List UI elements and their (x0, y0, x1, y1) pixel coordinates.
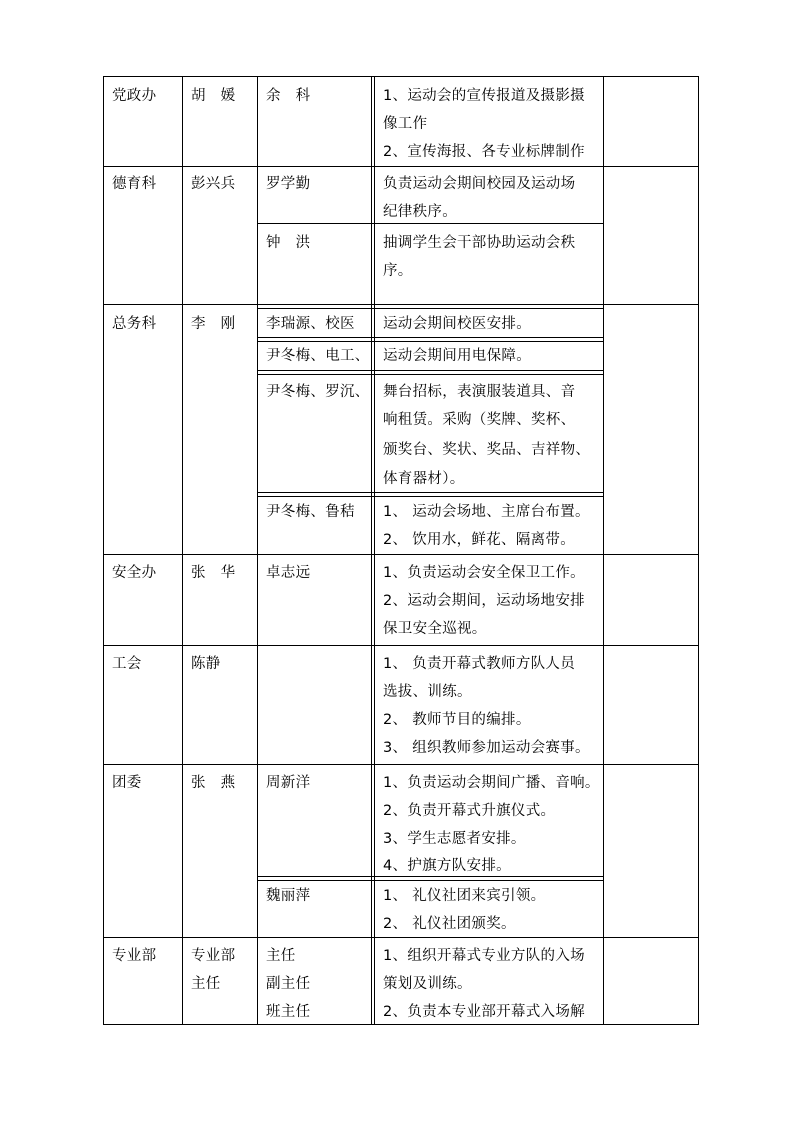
staff-cell: 班主任 (266, 1004, 311, 1020)
staff-cell: 李瑞源、校医 (266, 316, 355, 332)
department-cell: 德育科 (112, 176, 157, 192)
department-cell: 工会 (112, 656, 142, 672)
department-cell: 党政办 (112, 88, 157, 104)
staff-cell: 周新洋 (266, 775, 311, 791)
table-border-right (698, 76, 699, 1025)
leader-cell: 彭兴兵 (191, 176, 236, 192)
duty-line: 1、负责运动会安全保卫工作。 (383, 565, 585, 581)
duty-line: 1、组织开幕式专业方队的入场 (383, 948, 585, 964)
staff-cell: 余 科 (266, 88, 311, 104)
column-divider-notes (603, 76, 604, 1025)
department-cell: 专业部 (112, 948, 157, 964)
duty-line: 运动会期间校医安排。 (383, 316, 531, 332)
duty-line: 2、 饮用水，鲜花、隔离带。 (383, 532, 576, 548)
duty-line: 颁奖台、奖状、奖品、吉祥物、 (383, 442, 591, 458)
duty-line: 纪律秩序。 (383, 204, 457, 220)
duty-line: 2、 礼仪社团颁奖。 (383, 916, 516, 932)
staff-cell: 卓志远 (266, 565, 311, 581)
staff-cell: 主任 (266, 948, 296, 964)
duty-line: 4、护旗方队安排。 (383, 858, 511, 874)
duty-line: 序。 (383, 263, 413, 279)
leader-cell: 专业部 (191, 948, 236, 964)
sub-row-divider (257, 374, 604, 375)
duty-line: 保卫安全巡视。 (383, 621, 487, 637)
table-border-top (103, 76, 699, 77)
leader-cell: 张 燕 (191, 775, 236, 791)
staff-cell: 尹冬梅、电工、 (266, 348, 370, 364)
duty-line: 1、负责运动会期间广播、音响。 (383, 775, 600, 791)
duty-line: 2、 教师节目的编排。 (383, 712, 531, 728)
staff-cell: 副主任 (266, 976, 311, 992)
duty-line: 2、负责开幕式升旗仪式。 (383, 803, 556, 819)
duty-line: 1、 负责开幕式教师方队人员 (383, 656, 576, 672)
leader-cell: 张 华 (191, 565, 236, 581)
leader-cell: 胡 媛 (191, 88, 236, 104)
column-divider-leader (257, 76, 258, 1025)
duty-line: 运动会期间用电保障。 (383, 348, 531, 364)
duty-line: 选拔、训练。 (383, 684, 472, 700)
column-divider-department (182, 76, 183, 1025)
leader-cell: 陈静 (191, 656, 221, 672)
duty-line: 负责运动会期间校园及运动场 (383, 176, 576, 192)
staff-cell: 尹冬梅、鲁秸 (266, 504, 355, 520)
duty-line: 抽调学生会干部协助运动会秩 (383, 235, 576, 251)
leader-cell: 李 刚 (191, 316, 236, 332)
duty-line: 1、 礼仪社团来宾引领。 (383, 888, 546, 904)
row-divider (103, 764, 699, 765)
duty-line: 3、学生志愿者安排。 (383, 831, 526, 847)
row-divider (103, 304, 699, 305)
duty-line: 1、 运动会场地、主席台布置。 (383, 504, 590, 520)
leader-cell: 主任 (191, 976, 221, 992)
staff-cell: 尹冬梅、罗沉、 (266, 384, 370, 400)
duty-line: 像工作 (383, 116, 428, 132)
department-cell: 团委 (112, 775, 142, 791)
staff-cell: 魏丽萍 (266, 888, 311, 904)
duty-line: 3、 组织教师参加运动会赛事。 (383, 740, 590, 756)
duty-line: 1、运动会的宣传报道及摄影摄 (383, 88, 585, 104)
duty-line: 2、负责本专业部开幕式入场解 (383, 1004, 585, 1020)
table-border-left (103, 76, 104, 1025)
sub-row-divider (257, 496, 604, 497)
duty-line: 响租赁。采购（奖牌、奖杯、 (383, 412, 576, 428)
sub-row-divider (257, 308, 604, 309)
duty-line: 策划及训练。 (383, 976, 472, 992)
column-divider-staff (371, 76, 372, 1025)
duty-line: 2、宣传海报、各专业标牌制作 (383, 144, 585, 160)
duty-line: 2、运动会期间，运动场地安排 (383, 593, 585, 609)
column-divider-duties (374, 76, 375, 1025)
duty-line: 体育器材）。 (383, 471, 465, 487)
department-cell: 总务科 (112, 316, 157, 332)
staff-cell: 钟 洪 (266, 235, 311, 251)
row-divider (103, 645, 699, 646)
duty-line: 舞台招标，表演服装道具、音 (383, 384, 576, 400)
department-cell: 安全办 (112, 565, 157, 581)
staff-cell: 罗学勤 (266, 176, 311, 192)
